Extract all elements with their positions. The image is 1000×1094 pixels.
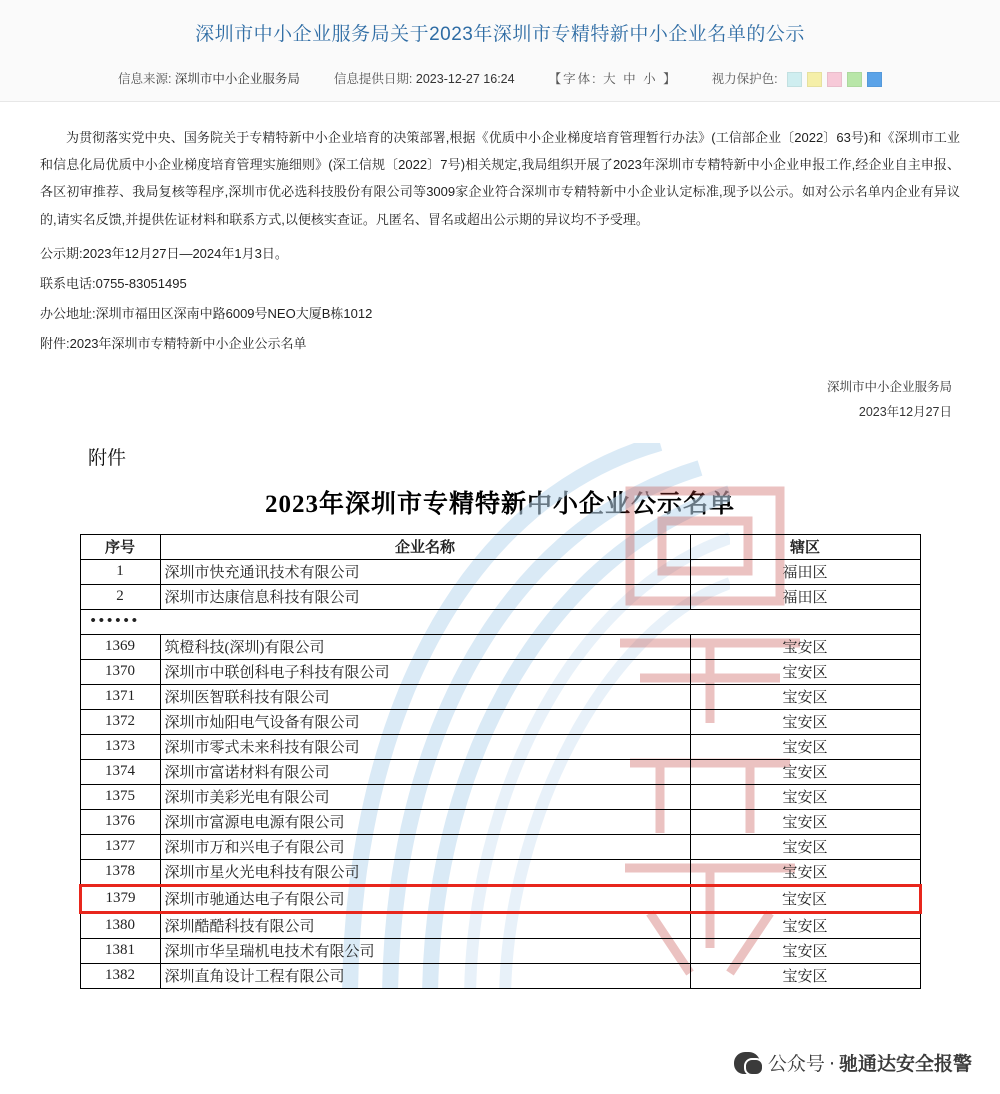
eye-swatch-1[interactable] bbox=[787, 72, 802, 87]
meta-date-label: 信息提供日期: bbox=[333, 71, 413, 86]
cell-no: 1371 bbox=[80, 684, 160, 709]
table-row bbox=[80, 659, 920, 684]
page-title: 深圳市中小企业服务局关于2023年深圳市专精特新中小企业名单的公示 bbox=[195, 24, 805, 45]
cell-no: 1378 bbox=[80, 859, 160, 885]
signature-organization: 深圳市中小企业服务局 bbox=[826, 379, 952, 394]
eye-protection-colors bbox=[712, 69, 882, 87]
cell-no: 1373 bbox=[80, 734, 160, 759]
table-row bbox=[80, 912, 920, 938]
table-row bbox=[80, 584, 920, 609]
cell-no: 1374 bbox=[80, 759, 160, 784]
ellipsis-cell: •••••• bbox=[80, 609, 920, 634]
meta-source-value: 深圳市中小企业服务局 bbox=[174, 71, 300, 86]
footer-prefix: 公众号 bbox=[767, 1053, 825, 1075]
cell-no: 1380 bbox=[80, 912, 160, 938]
list-title: 2023年深圳市专精特新中小企业公示名单 bbox=[264, 490, 735, 518]
cell-name: 深圳市达康信息科技有限公司 bbox=[160, 584, 690, 609]
signature-block bbox=[40, 375, 960, 425]
table-row bbox=[80, 885, 920, 912]
table-row bbox=[80, 834, 920, 859]
table-body-main bbox=[80, 634, 920, 988]
wechat-account-badge bbox=[734, 1049, 972, 1076]
cell-district: 宝安区 bbox=[690, 938, 920, 963]
cell-name: 深圳市富诺材料有限公司 bbox=[160, 759, 690, 784]
table-body bbox=[80, 559, 920, 634]
cell-name: 深圳市快充通讯技术有限公司 bbox=[160, 559, 690, 584]
eye-swatch-5[interactable] bbox=[867, 72, 882, 87]
cell-no: 2 bbox=[80, 584, 160, 609]
cell-district: 宝安区 bbox=[690, 885, 920, 912]
enterprise-list-table bbox=[79, 534, 922, 989]
meta-date-value: 2023-12-27 16:24 bbox=[415, 71, 515, 86]
wechat-icon bbox=[734, 1052, 760, 1074]
table-row-ellipsis bbox=[80, 609, 920, 634]
table-row bbox=[80, 634, 920, 659]
cell-name: 深圳市富源电电源有限公司 bbox=[160, 809, 690, 834]
cell-district: 福田区 bbox=[690, 584, 920, 609]
meta-date bbox=[334, 69, 515, 87]
cell-name: 深圳市驰通达电子有限公司 bbox=[160, 885, 690, 912]
cell-name: 深圳市零式未来科技有限公司 bbox=[160, 734, 690, 759]
cell-no: 1 bbox=[80, 559, 160, 584]
meta-source bbox=[118, 69, 300, 87]
cell-district: 宝安区 bbox=[690, 859, 920, 885]
table-row bbox=[80, 809, 920, 834]
meta-source-label: 信息来源: bbox=[117, 71, 172, 86]
cell-no: 1377 bbox=[80, 834, 160, 859]
cell-name: 深圳市美彩光电有限公司 bbox=[160, 784, 690, 809]
column-header-no: 序号 bbox=[80, 534, 160, 559]
cell-district: 宝安区 bbox=[690, 684, 920, 709]
font-size-large-button[interactable]: 大 bbox=[603, 71, 618, 86]
notice-line-attachment: 附件:2023年深圳市专精特新中小企业公示名单 bbox=[40, 335, 307, 351]
table-row bbox=[80, 859, 920, 885]
cell-no: 1369 bbox=[80, 634, 160, 659]
table-row bbox=[80, 938, 920, 963]
table-row bbox=[80, 684, 920, 709]
footer-account-text bbox=[768, 1049, 972, 1076]
cell-no: 1375 bbox=[80, 784, 160, 809]
table-row bbox=[80, 759, 920, 784]
cell-district: 宝安区 bbox=[690, 659, 920, 684]
notice-line-period: 公示期:2023年12月27日—2024年1月3日。 bbox=[40, 245, 288, 261]
cell-name: 深圳市中联创科电子科技有限公司 bbox=[160, 659, 690, 684]
cell-district: 宝安区 bbox=[690, 912, 920, 938]
document-meta-row bbox=[0, 69, 1000, 87]
cell-district: 宝安区 bbox=[690, 963, 920, 988]
notice-line-address: 办公地址:深圳市福田区深南中路6009号NEO大厦B栋1012 bbox=[40, 305, 373, 321]
cell-district: 福田区 bbox=[690, 559, 920, 584]
cell-name: 筑橙科技(深圳)有限公司 bbox=[160, 634, 690, 659]
cell-name: 深圳市万和兴电子有限公司 bbox=[160, 834, 690, 859]
eye-color-swatches bbox=[787, 72, 882, 87]
eye-swatch-4[interactable] bbox=[847, 72, 862, 87]
cell-district: 宝安区 bbox=[690, 709, 920, 734]
column-header-name: 企业名称 bbox=[160, 534, 690, 559]
eye-protection-label: 视力保护色: bbox=[711, 71, 778, 86]
attachment-section bbox=[0, 443, 1000, 989]
cell-no: 1381 bbox=[80, 938, 160, 963]
eye-swatch-3[interactable] bbox=[827, 72, 842, 87]
cell-district: 宝安区 bbox=[690, 834, 920, 859]
cell-no: 1376 bbox=[80, 809, 160, 834]
cell-district: 宝安区 bbox=[690, 634, 920, 659]
cell-name: 深圳酷酷科技有限公司 bbox=[160, 912, 690, 938]
table-header-row bbox=[80, 534, 920, 559]
footer-brand: 驰通达安全报警 bbox=[838, 1053, 972, 1075]
cell-name: 深圳市灿阳电气设备有限公司 bbox=[160, 709, 690, 734]
notice-line-phone: 联系电话:0755-83051495 bbox=[40, 275, 187, 291]
notice-paragraph: 为贯彻落实党中央、国务院关于专精特新中小企业培育的决策部署,根据《优质中小企业梯度培育管理暂行办法》(工信部企业〔2022〕63号)和《深圳市工业和信息化局优质中小企业梯度培育管理实施细则》(深工信规〔2022〕7号)相关规定,我局组织开展了2023年深圳市专精特新中小企业申报工作,经企业自主申报、各区初审推荐、我局复核等程序,深圳市优必选科技股份有限公司等3009家企业符合深圳市专精特新中小企业认定标准,现予以公示。如对公示名单内企业有异议的,请实名反馈,并提供佐证材料和联系方式,以便核实查证。凡匿名、冒名或超出公示期的异议均不予受理。 bbox=[40, 129, 960, 227]
column-header-district: 辖区 bbox=[690, 534, 920, 559]
cell-name: 深圳直角设计工程有限公司 bbox=[160, 963, 690, 988]
cell-district: 宝安区 bbox=[690, 809, 920, 834]
cell-name: 深圳市华呈瑞机电技术有限公司 bbox=[160, 938, 690, 963]
cell-no: 1379 bbox=[80, 885, 160, 912]
font-size-controls bbox=[549, 69, 678, 87]
footer-separator: · bbox=[828, 1053, 835, 1075]
table-row bbox=[80, 734, 920, 759]
cell-name: 深圳市星火光电科技有限公司 bbox=[160, 859, 690, 885]
table-row bbox=[80, 784, 920, 809]
document-header bbox=[0, 0, 1000, 102]
cell-district: 宝安区 bbox=[690, 784, 920, 809]
cell-district: 宝安区 bbox=[690, 759, 920, 784]
cell-name: 深圳医智联科技有限公司 bbox=[160, 684, 690, 709]
table-row bbox=[80, 709, 920, 734]
signature-date: 2023年12月27日 bbox=[858, 404, 952, 419]
font-size-small-button[interactable]: 小 bbox=[643, 71, 658, 86]
document-body bbox=[0, 102, 1000, 425]
font-size-medium-button[interactable]: 中 bbox=[623, 71, 638, 86]
attachment-label: 附件 bbox=[88, 446, 127, 469]
font-size-label: 【字体: bbox=[548, 71, 598, 86]
table-row bbox=[80, 963, 920, 988]
table-header bbox=[80, 534, 920, 559]
table-row bbox=[80, 559, 920, 584]
cell-district: 宝安区 bbox=[690, 734, 920, 759]
eye-swatch-2[interactable] bbox=[807, 72, 822, 87]
font-size-label-end: 】 bbox=[663, 71, 678, 86]
cell-no: 1370 bbox=[80, 659, 160, 684]
cell-no: 1372 bbox=[80, 709, 160, 734]
cell-no: 1382 bbox=[80, 963, 160, 988]
